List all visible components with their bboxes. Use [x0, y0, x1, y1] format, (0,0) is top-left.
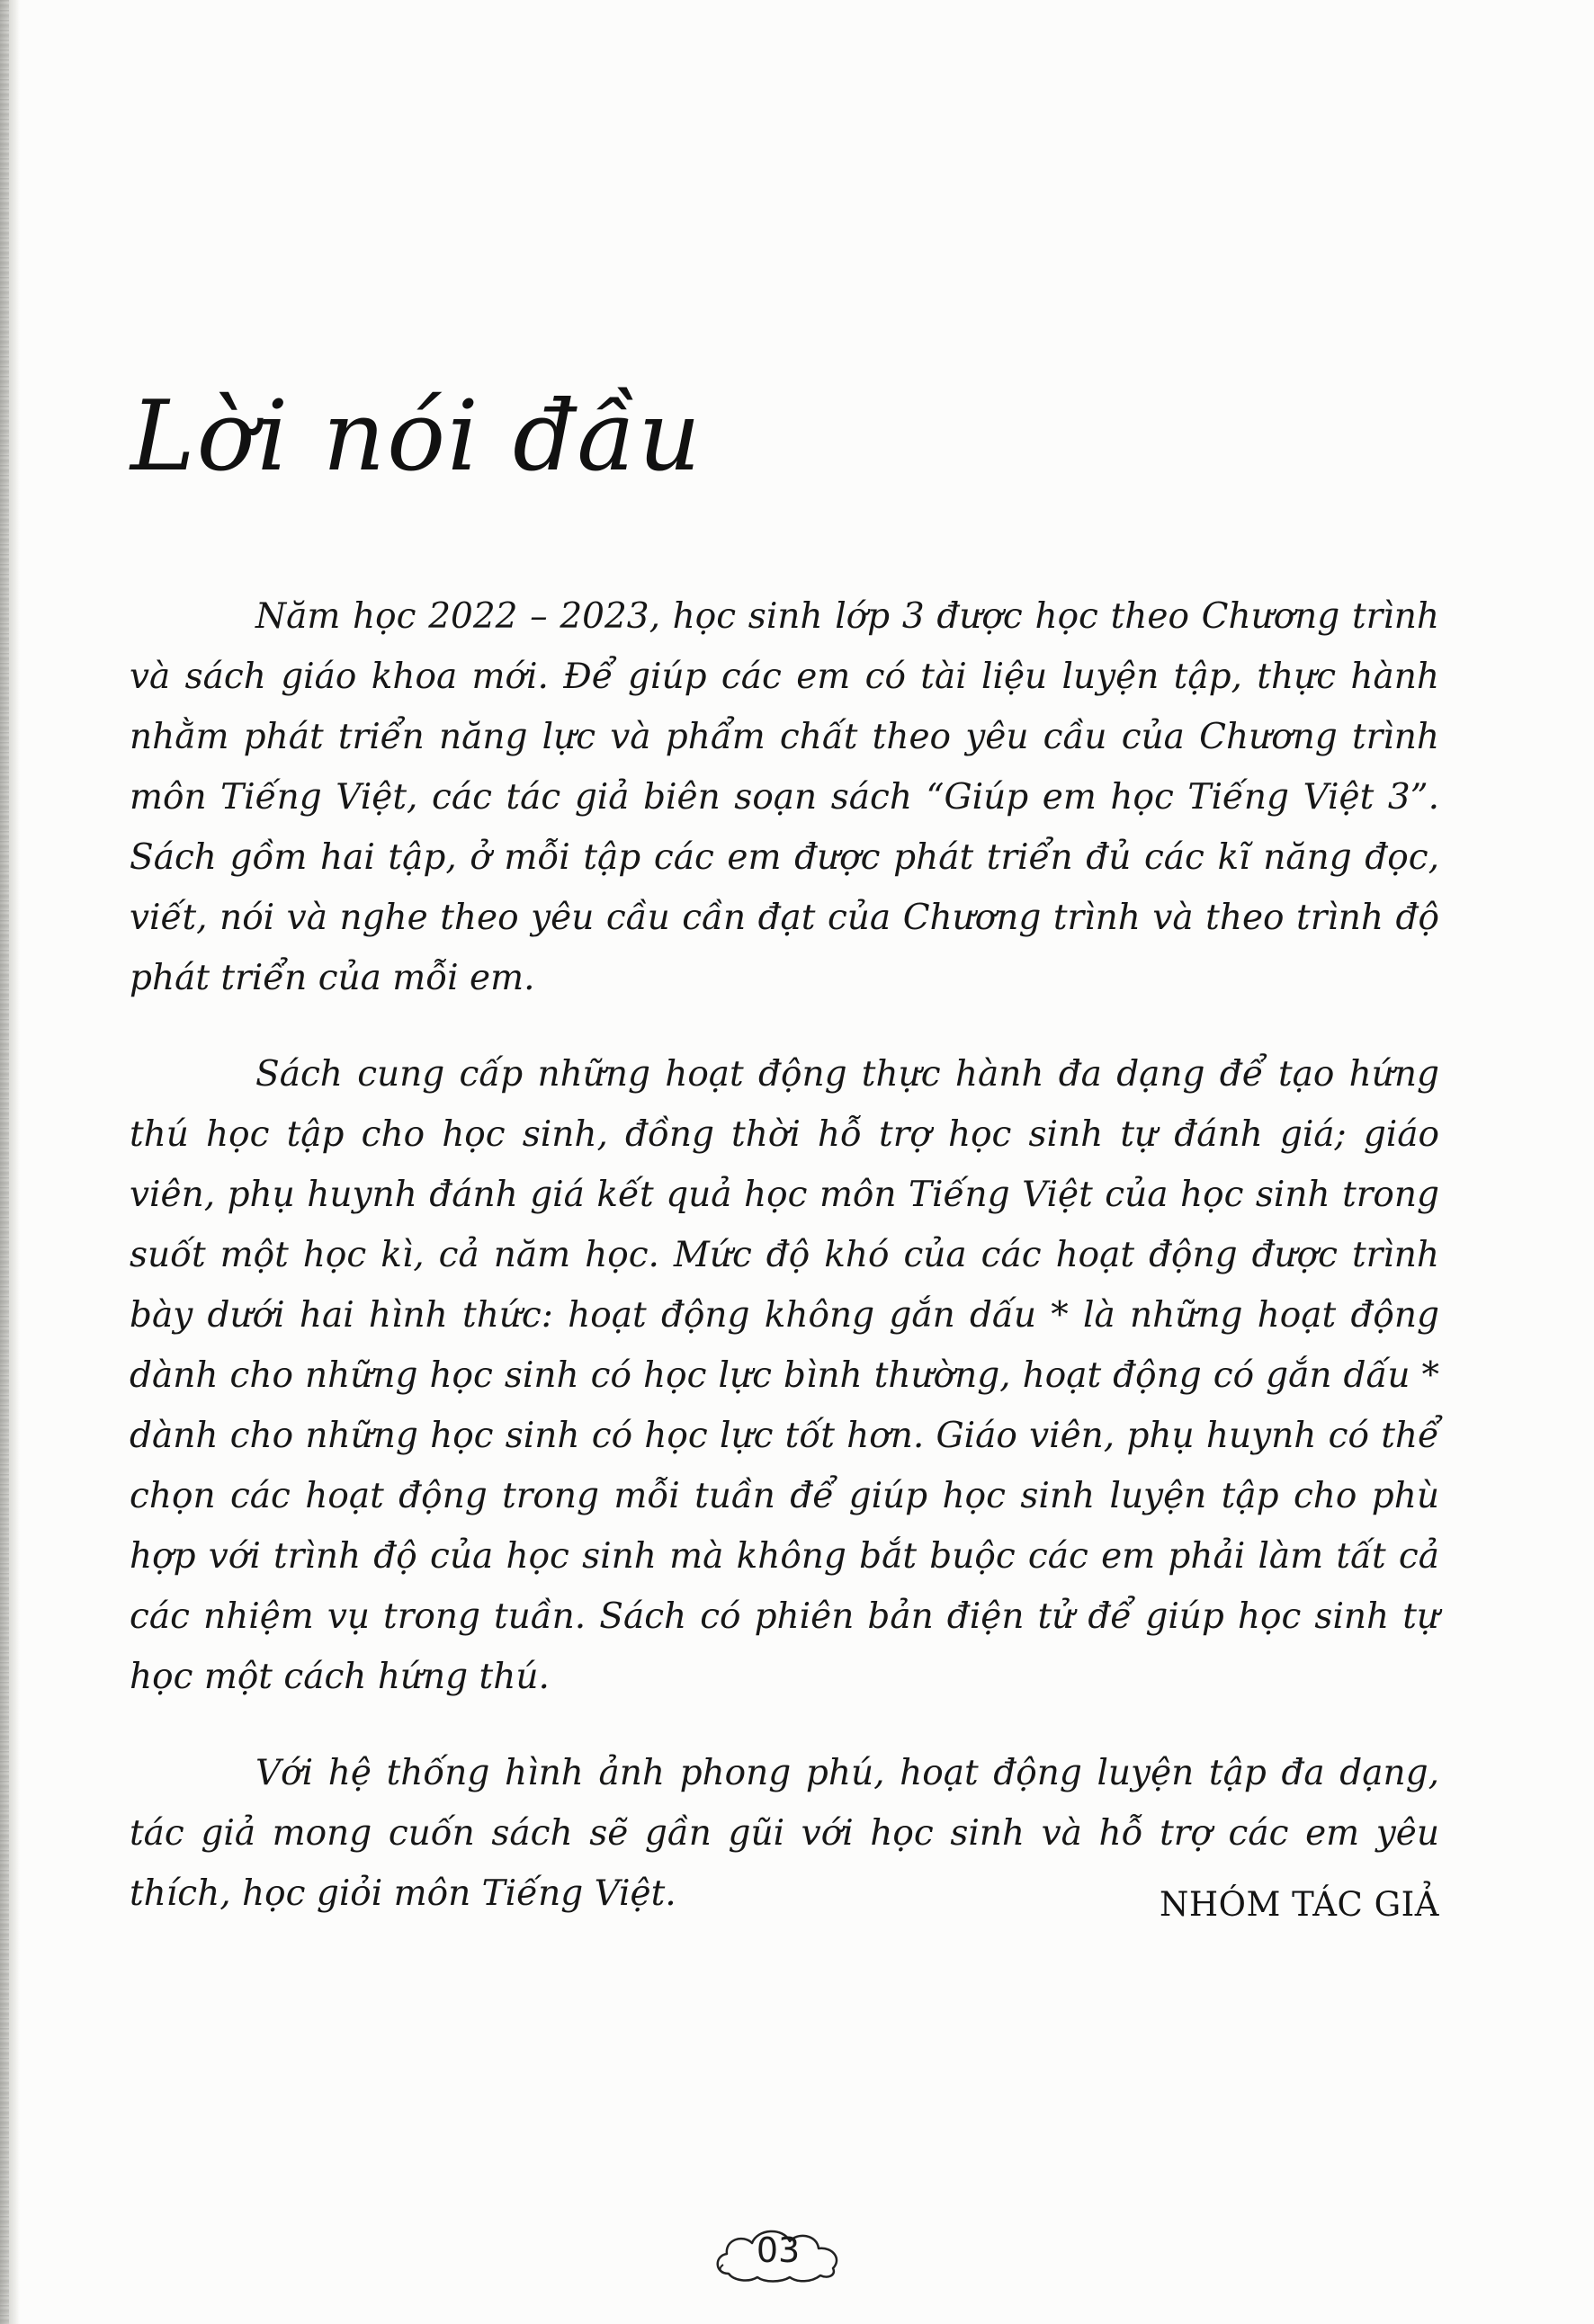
author-signature: NHÓM TÁC GIẢ — [1160, 1885, 1439, 1924]
paragraph-2: Sách cung cấp những hoạt động thực hành đa dạng để tạo hứng thú học tập cho học sinh, đồng thời hỗ trợ học sinh tự đánh giá; giáo viên, phụ huynh đánh giá kết quả học môn Tiếng Việt của học sinh trong suốt một học kì, cả năm học. Mức độ khó của các hoạt động được trình bày dưới hai hình thức: hoạt động không gắn dấu * là những hoạt động dành cho những học sinh có học lực bình thường, hoạt động có gắn dấu * dành cho những học sinh có học lực tốt hơn. Giáo viên, phụ huynh có thể chọn các hoạt động trong mỗi tuần để giúp học sinh luyện tập cho phù hợp với trình độ của học sinh mà không bắt buộc các em phải làm tất cả các nhiệm vụ trong tuần. Sách có phiên bản điện tử để giúp học sinh tự học một cách hứng thú. — [130, 1054, 1439, 1697]
page-number-badge — [711, 2220, 846, 2284]
paragraph-1: Năm học 2022 – 2023, học sinh lớp 3 được học theo Chương trình và sách giáo khoa mới. Để giúp các em có tài liệu luyện tập, thực hành nhằm phát triển năng lực và phẩm chất theo yêu cầu của Chương trình môn Tiếng Việt, các tác giả biên soạn sách “Giúp em học Tiếng Việt 3”. Sách gồm hai tập, ở mỗi tập các em được phát triển đủ các kĩ năng đọc, viết, nói và nghe theo yêu cầu cần đạt của Chương trình và theo trình độ phát triển của mỗi em. — [130, 596, 1439, 998]
preface-body — [130, 586, 1439, 1960]
page-number: 03 — [756, 2230, 801, 2270]
paragraph-3: Với hệ thống hình ảnh phong phú, hoạt động luyện tập đa dạng, tác giả mong cuốn sách sẽ gần gũi với học sinh và hỗ trợ các em yêu thích, học giỏi môn Tiếng Việt. — [130, 1753, 1439, 1914]
scan-gutter-texture — [0, 0, 9, 2324]
page-title: Lời nói đầu — [130, 380, 703, 493]
